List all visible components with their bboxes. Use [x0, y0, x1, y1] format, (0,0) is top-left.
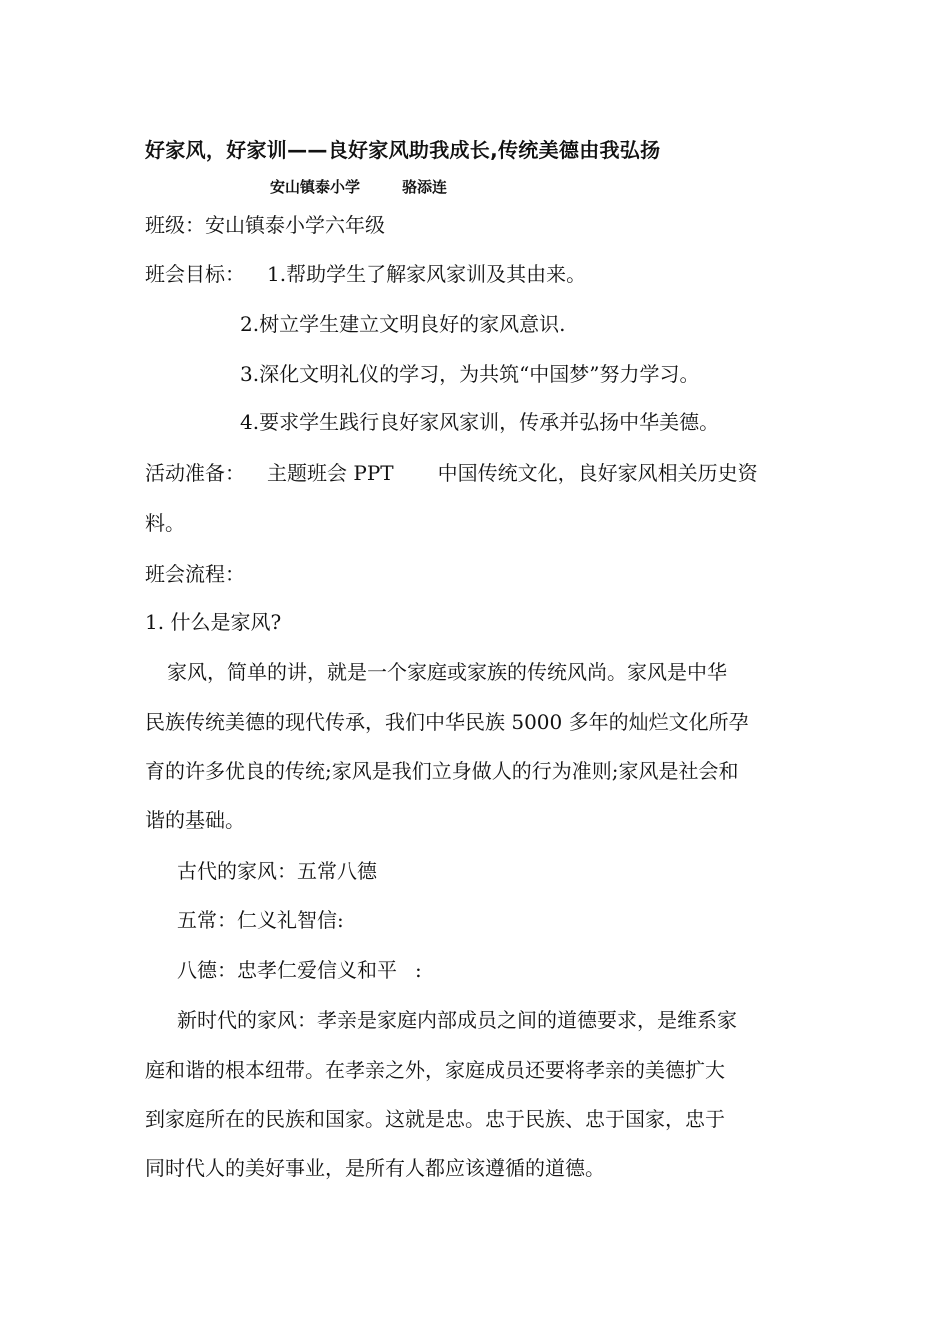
prep-line: [145, 459, 758, 487]
class-line: 班级：安山镇泰小学六年级: [145, 213, 385, 237]
paragraph-line: 育的许多优良的传统;家风是我们立身做人的行为准则;家风是社会和: [145, 759, 739, 783]
bade-text: 八德：忠孝仁爱信义和平: [177, 958, 397, 982]
school-name: 安山镇泰小学: [270, 178, 361, 196]
prep-item: 主题班会 PPT: [267, 461, 394, 485]
goal-line-1: [145, 260, 586, 288]
bade-line: [177, 956, 422, 984]
goal-item: 2.树立学生建立文明良好的家风意识.: [240, 312, 566, 336]
paragraph-line: 到家庭所在的民族和国家。这就是忠。忠于民族、忠于国家，忠于: [145, 1107, 725, 1131]
document-title: 好家风，好家训——良好家风助我成长,传统美德由我弘扬: [145, 138, 661, 162]
goal-item: 1.帮助学生了解家风家训及其由来。: [267, 262, 587, 286]
goal-item: 4.要求学生践行良好家风家训，传承并弘扬中华美德。: [240, 410, 720, 434]
paragraph-line: 庭和谐的根本纽带。在孝亲之外，家庭成员还要将孝亲的美德扩大: [145, 1058, 725, 1082]
ancient-line: 古代的家风：五常八德: [177, 859, 377, 883]
process-label: 班会流程：: [145, 562, 245, 586]
paragraph-line: 同时代人的美好事业，是所有人都应该遵循的道德。: [145, 1156, 605, 1180]
section-heading: 1. 什么是家风?: [145, 610, 282, 634]
goal-label: 班会目标：: [145, 262, 245, 286]
paragraph-line: 新时代的家风：孝亲是家庭内部成员之间的道德要求，是维系家: [177, 1008, 737, 1032]
paragraph-line: 家风，简单的讲，就是一个家庭或家族的传统风尚。家风是中华: [167, 660, 727, 684]
bade-colon: :: [415, 958, 422, 982]
paragraph-line: 民族传统美德的现代传承，我们中华民族 5000 多年的灿烂文化所孕: [145, 710, 749, 734]
byline: [270, 176, 447, 197]
paragraph-line: 谐的基础。: [145, 808, 245, 832]
goal-item: 3.深化文明礼仪的学习，为共筑“中国梦”努力学习。: [240, 362, 700, 386]
wuchang-line: 五常：仁义礼智信:: [177, 908, 344, 932]
prep-item: 中国传统文化，良好家风相关历史资: [437, 461, 758, 485]
prep-continuation: 料。: [145, 511, 185, 535]
document-page: [145, 0, 810, 1344]
author-name: 骆添连: [402, 178, 448, 196]
prep-label: 活动准备：: [145, 461, 245, 485]
